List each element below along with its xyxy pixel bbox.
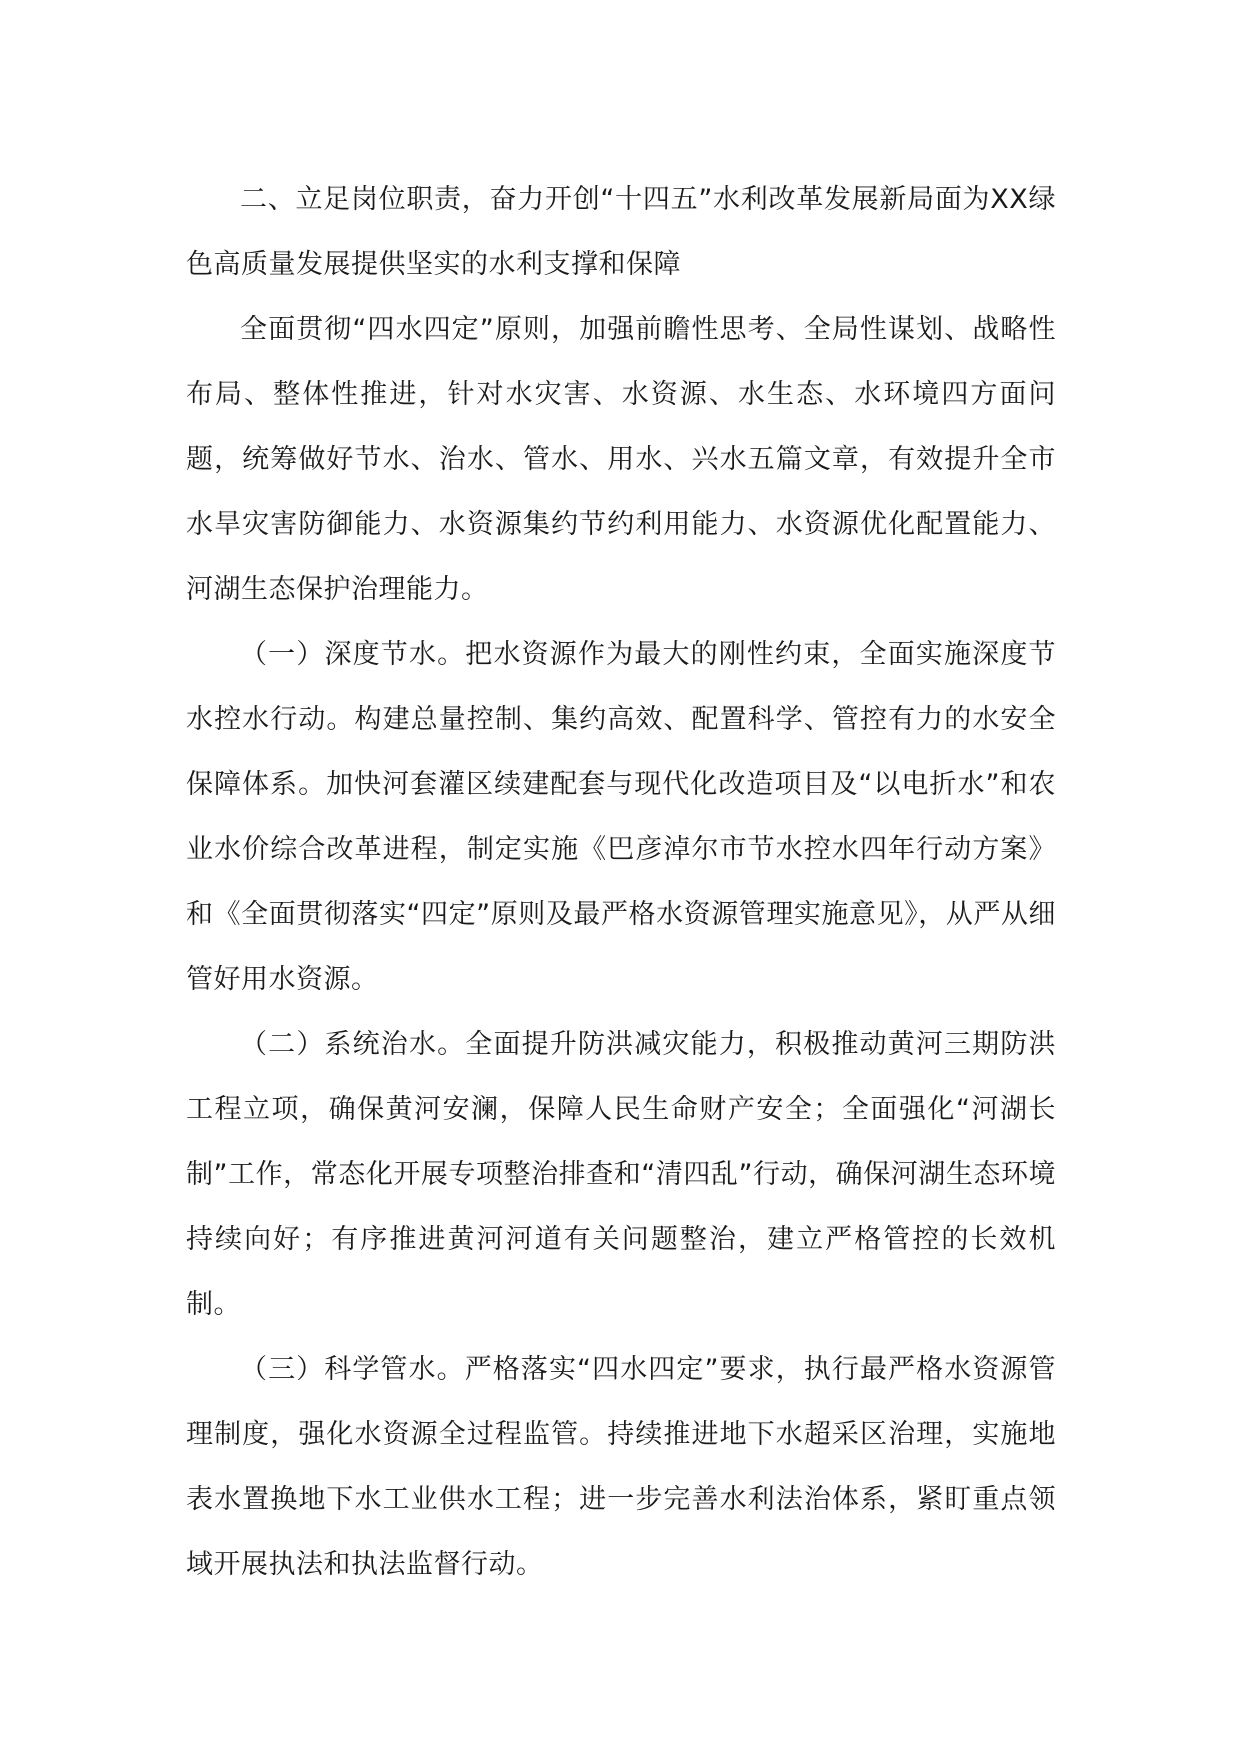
section-heading: 二、立足岗位职责，奋力开创“十四五”水利改革发展新局面为XX绿色高质量发展提供坚实的水利支撑和保障 [186, 184, 1056, 280]
paragraph-water-management: （三）科学管水。严格落实“四水四定”要求，执行最严格水资源管理制度，强化水资源全过程监管。持续推进地下水超采区治理，实施地表水置换地下水工业供水工程；进一步完善水利法治体系，紧盯重点领域开展执法和执法监督行动。 [186, 1354, 1056, 1580]
intro-paragraph: 全面贯彻“四水四定”原则，加强前瞻性思考、全局性谋划、战略性布局、整体性推进，针对水灾害、水资源、水生态、水环境四方面问题，统筹做好节水、治水、管水、用水、兴水五篇文章，有效提升全市水旱灾害防御能力、水资源集约节约利用能力、水资源优化配置能力、河湖生态保护治理能力。 [186, 314, 1056, 605]
paragraph-water-saving: （一）深度节水。把水资源作为最大的刚性约束，全面实施深度节水控水行动。构建总量控制、集约高效、配置科学、管控有力的水安全保障体系。加快河套灌区续建配套与现代化改造项目及“以电折水”和农业水价综合改革进程，制定实施《巴彦淖尔市节水控水四年行动方案》和《全面贯彻落实“四定”原则及最严格水资源管理实施意见》，从严从细管好用水资源。 [186, 639, 1056, 995]
document-body [186, 167, 1056, 1597]
paragraph-water-control: （二）系统治水。全面提升防洪减灾能力，积极推动黄河三期防洪工程立项，确保黄河安澜，保障人民生命财产安全；全面强化“河湖长制”工作，常态化开展专项整治排查和“清四乱”行动，确保河湖生态环境持续向好；有序推进黄河河道有关问题整治，建立严格管控的长效机制。 [186, 1029, 1056, 1320]
